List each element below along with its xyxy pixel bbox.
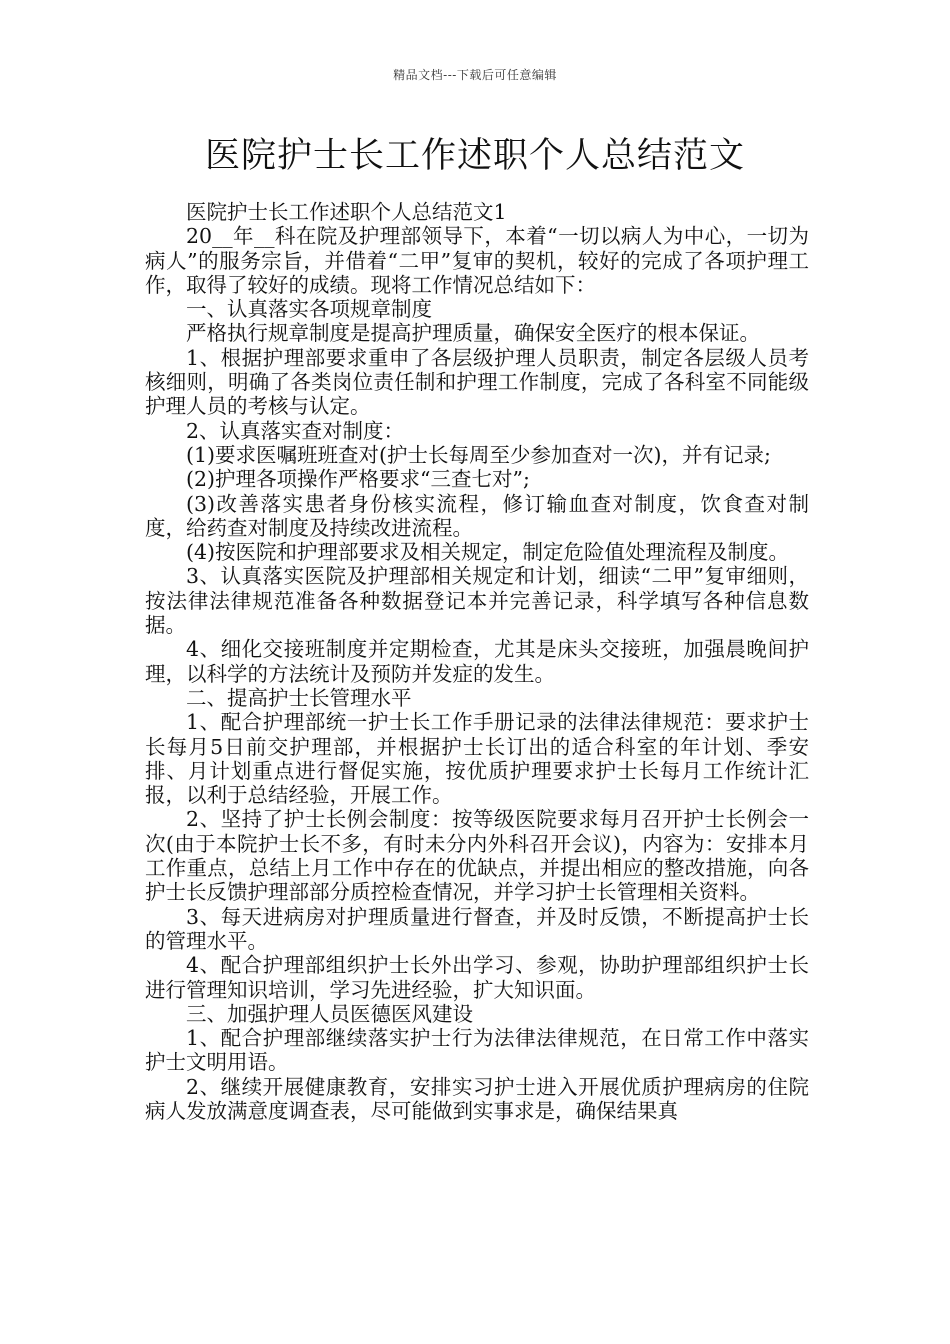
section-heading-3: 三、加强护理人员医德医风建设 bbox=[186, 1001, 473, 1026]
body-paragraph: 3、每天进病房对护理质量进行督查，并及时反馈，不断提高护士长的管理水平。 bbox=[145, 904, 809, 953]
body-paragraph: 2、认真落实查对制度： bbox=[186, 418, 405, 443]
subtitle-paragraph: 医院护士长工作述职个人总结范文1 bbox=[186, 200, 507, 224]
intro-paragraph: 20__年__科在院及护理部领导下，本着“一切以病人为中心，一切为病人”的服务宗旨，并借着“二甲”复审的契机，较好的完成了各项护理工作，取得了较好的成绩。现将工作情况总结如下： bbox=[145, 224, 809, 297]
body-paragraph: 1、配合护理部统一护士长工作手册记录的法律法律规范：要求护士长每月5日前交护理部，并根据护士长订出的适合科室的年计划、季安排、月计划重点进行督促实施，按优质护理要求护士长每月工作统计汇报，以利于总结经验，开展工作。 bbox=[145, 710, 809, 808]
body-paragraph: 1、根据护理部要求重申了各层级护理人员职责，制定各层级人员考核细则，明确了各类岗位责任制和护理工作制度，完成了各科室不同能级护理人员的考核与认定。 bbox=[145, 345, 809, 419]
body-paragraph: 4、细化交接班制度并定期检查，尤其是床头交接班，加强晨晚间护理，以科学的方法统计及预防并发症的发生。 bbox=[145, 637, 809, 686]
header-note: 精品文档---下载后可任意编辑 bbox=[393, 68, 557, 82]
body-paragraph: (1)要求医嘱班班查对(护士长每周至少参加查对一次)，并有记录; bbox=[186, 442, 771, 467]
body-paragraph: 1、配合护理部继续落实护士行为法律法律规范，在日常工作中落实护士文明用语。 bbox=[145, 1026, 809, 1075]
body-paragraph: 4、配合护理部组织护士长外出学习、参观，协助护理部组织护士长进行管理知识培训，学习先进经验，扩大知识面。 bbox=[145, 953, 809, 1002]
body-paragraph: 2、继续开展健康教育，安排实习护士进入开展优质护理病房的住院病人发放满意度调查表，尽可能做到实事求是，确保结果真 bbox=[145, 1074, 809, 1123]
body-paragraph: 3、认真落实医院及护理部相关规定和计划，细读“二甲”复审细则，按法律法律规范准备各种数据登记本并完善记录，科学填写各种信息数据。 bbox=[145, 564, 809, 638]
section-heading-2: 二、提高护士长管理水平 bbox=[186, 685, 412, 710]
body-paragraph: (3)改善落实患者身份核实流程，修订输血查对制度，饮食查对制度，给药查对制度及持续改进流程。 bbox=[145, 491, 809, 540]
document-title: 医院护士长工作述职个人总结范文 bbox=[204, 136, 745, 176]
body-paragraph: (4)按医院和护理部要求及相关规定，制定危险值处理流程及制度。 bbox=[186, 540, 790, 565]
document-body bbox=[145, 200, 809, 1123]
body-paragraph: 严格执行规章制度是提高护理质量，确保安全医疗的根本保证。 bbox=[186, 321, 760, 346]
section-heading-1: 一、认真落实各项规章制度 bbox=[186, 297, 432, 322]
body-paragraph: (2)护理各项操作严格要求“三查七对”; bbox=[186, 467, 530, 492]
body-paragraph: 2、坚持了护士长例会制度：按等级医院要求每月召开护士长例会一次(由于本院护士长不多，有时未分内外科召开会议)，内容为：安排本月工作重点，总结上月工作中存在的优缺点，并提出相应的整改措施，向各护士长反馈护理部部分质控检查情况，并学习护士长管理相关资料。 bbox=[145, 807, 809, 905]
